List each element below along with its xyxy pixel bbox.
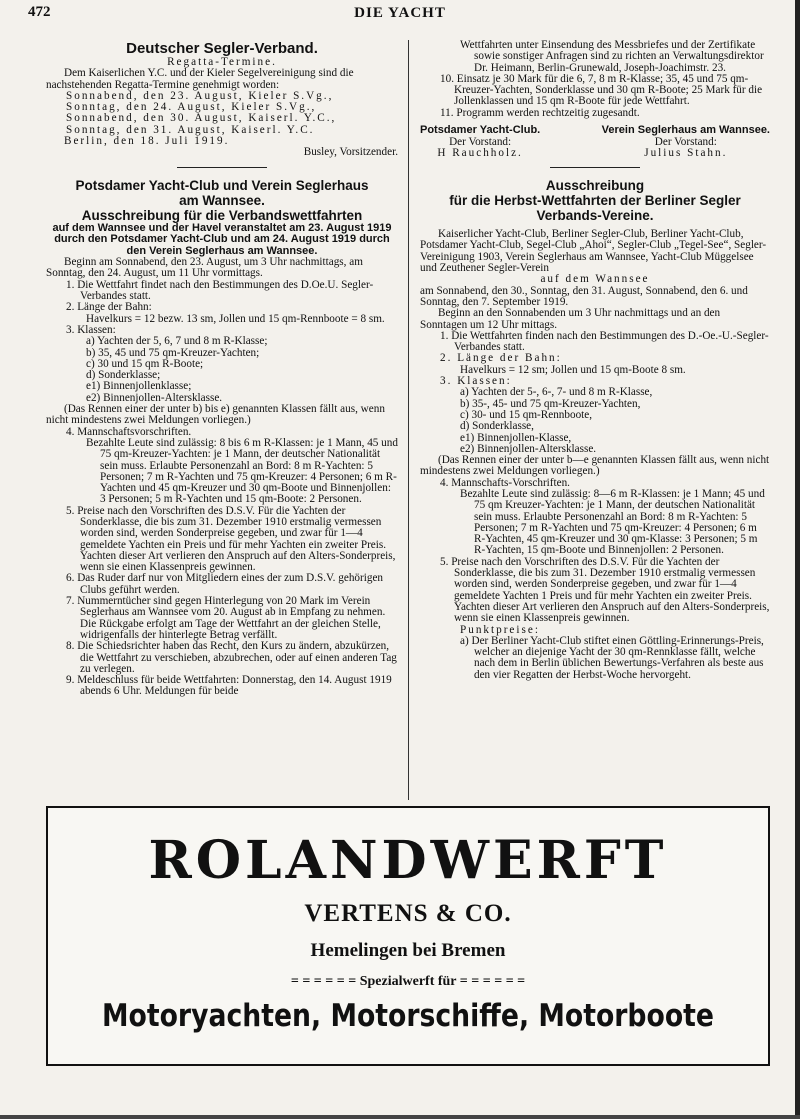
- herbst-title-3: Verbands-Vereine.: [536, 208, 654, 224]
- herbst-punktpreise: Punktpreise:: [460, 623, 540, 636]
- dsv-date: Sonntag, den 24. August, Kieler S.Vg.,: [66, 101, 317, 114]
- pyc-item-detail: Havelkurs = 12 bezw. 13 sm, Jollen und 15 qm-Rennboote = 8 sm.: [86, 312, 385, 325]
- herbst-item-detail: Havelkurs = 12 sm; Jollen und 15 qm-Boote 8 sm.: [460, 363, 686, 376]
- pyc-item: 8. Die Schiedsrichter haben das Recht, den Kurs zu ändern, abzukürzen, die Wettfahrt zu verschieben, abzubrechen, oder auf einen anderen Tag zu verlegen.: [66, 640, 397, 675]
- pyc-class: b) 35, 45 und 75 qm-Kreuzer-Yachten;: [86, 346, 260, 359]
- advertisement: [46, 806, 770, 1066]
- signature-org: Potsdamer Yacht-Club.: [420, 124, 541, 137]
- pyc-item-detail: Bezahlte Leute sind zulässig: 8 bis 6 m R-Klassen: je 1 Mann, 45 und 75 qm-Kreuzer-Yachten: je 1 Mann, der deutscher Nationalität sein muss. Erlaubte Personenzahl an Bord: 8 m R-Yachten: 5 Personen; 7 m R-Yachten und 75 qm-Kreuzer: 4 Personen; 6 m R-Yachten und 45 qm-Kreuzer und 30 qm-Boote und Binnenjollen: 3 Personen; 5 m R-Yachten und 15 qm-Boote: 2 Personen.: [86, 436, 398, 506]
- signature-role: Der Vorstand:: [654, 135, 717, 148]
- pyc-item: 7. Nummerntücher sind gegen Hinterlegung von 20 Mark im Verein Seglerhaus am Wannsee vom 20. August ab in Empfang zu nehmen. Die Rückgabe erfolgt am Tage der Wettfahrt an der gleichen Stelle, widrigenfalls der hinterlegte Betrag verfällt.: [66, 595, 386, 641]
- right-column: [420, 40, 770, 681]
- pyc-class: d) Sonderklasse;: [86, 369, 161, 382]
- herbst-start: Beginn an den Sonnabenden um 3 Uhr nachmittags und an den Sonntagen um 12 Uhr mittags.: [420, 307, 721, 331]
- signature-name: H Rauchholz.: [437, 146, 523, 159]
- left-column: [46, 40, 398, 698]
- ad-rule-left: = = = = = =: [290, 974, 360, 989]
- pyc-item: 9. Meldeschluss für beide Wettfahrten: Donnerstag, den 14. August 1919 abends 6 Uhr. Meldungen für beide: [66, 674, 392, 698]
- ad-company: VERTENS & CO.: [304, 900, 512, 927]
- pyc-signatures: [420, 125, 770, 159]
- pyc-item: 1. Die Wettfahrt findet nach den Bestimmungen des D.Oe.U. Segler-Verbandes statt.: [66, 278, 374, 303]
- pyc-item: 2. Länge der Bahn:: [66, 301, 152, 314]
- pyc-class: c) 30 und 15 qm R-Boote;: [86, 357, 204, 370]
- page-number: 472: [28, 4, 51, 20]
- section-rule: [177, 167, 267, 168]
- pyc-heading: Ausschreibung für die Verbandswettfahrten: [81, 207, 363, 223]
- herbst-title-2: für die Herbst-Wettfahrten der Berliner Segler: [449, 193, 741, 209]
- herbst-dates: am Sonnabend, den 30., Sonntag, den 31. August, Sonnabend, den 6. und Sonntag, den 7. September 1919.: [420, 284, 748, 308]
- pyc-item: 3. Klassen:: [66, 323, 116, 336]
- scan-edge-right: [795, 0, 800, 1119]
- pyc-item: 5. Preise nach den Vorschriften des D.S.V. Für die Yachten der Sonderklasse, die bis zum 31. Dezember 1910 erstmalig vermessen worden sind, werden Sonderpreise gegeben, und zwar für 1—4 gemeldete Yachten ein Preis und für mehr Yachten ein zweiter Preis. Yachten dieser Art verlieren den Anspruch auf den Alters-Sonderpreis, wenn sie einen Klassenpreis gewinnen.: [66, 504, 396, 574]
- herbst-place: auf dem Wannsee: [540, 273, 650, 286]
- pyc-note: (Das Rennen einer der unter b) bis e) genannten Klassen fällt aus, wenn nicht mindestens zwei Meldungen vorliegen.): [46, 403, 385, 427]
- herbst-class: d) Sonderklasse,: [460, 420, 534, 433]
- pyc-class: e1) Binnenjollenklasse;: [86, 380, 192, 393]
- herbst-item-detail: Bezahlte Leute sind zulässig: 8—6 m R-Klassen: je 1 Mann; 45 und 75 qm Kreuzer-Yachten: je 1 Mann, der deutschen Nationalität sein muss. Erlaubte Personenzahl an Bord: 8 m R-Yachten: 5 Personen; 7 m R-Yachten und 75 qm-Kreuzer: 4 Personen; 6 m R-Yachten, 45 qm-Kreuzer und 30 qm-Klasse: 3 Personen; 5 m R-Yachten, 15 qm-Boote und Binnenjollen: 2 Personen.: [460, 488, 765, 557]
- herbst-class: c) 30- und 15 qm-Rennboote,: [460, 408, 593, 421]
- signature-role: Der Vorstand:: [449, 135, 512, 148]
- ad-special: [48, 974, 768, 990]
- pyc-title-2: am Wannsee.: [179, 192, 265, 208]
- ad-brand: ROLANDWERFT: [148, 830, 668, 891]
- herbst-class: e1) Binnenjollen-Klasse,: [460, 431, 572, 444]
- herbst-item: 4. Mannschafts-Vorschriften.: [440, 476, 570, 489]
- dsv-subtitle: Regatta-Termine.: [167, 56, 277, 68]
- dsv-date: Sonnabend, den 30. August, Kaiserl. Y.C.,: [66, 112, 337, 125]
- pyc-title: Potsdamer Yacht-Club und Verein Seglerhaus: [75, 177, 369, 193]
- scan-edge-bottom: [0, 1115, 800, 1119]
- pyc-item: 10. Einsatz je 30 Mark für die 6, 7, 8 m R-Klasse; 35, 45 und 75 qm-Kreuzer-Yachten, Sonderklasse und 30 qm R-Boote; 25 Mark für die Jollenklassen und 15 qm R-Boote für jede Wettfahrt.: [440, 72, 763, 108]
- dsv-date: Sonntag, den 31. August, Kaiserl. Y.C.: [66, 123, 315, 136]
- pyc-item: 4. Mannschaftsvorschriften.: [66, 425, 192, 438]
- ad-location: Hemelingen bei Bremen: [310, 940, 506, 961]
- running-title: DIE YACHT: [354, 5, 446, 21]
- signature-name: Julius Stahn.: [644, 146, 728, 159]
- signature-right: [602, 125, 770, 159]
- section-rule: [550, 167, 640, 168]
- pyc-item: 11. Programm werden rechtzeitig zugesandt.: [440, 106, 640, 119]
- pyc-continuation: Wettfahrten unter Einsendung des Messbriefes und der Zertifikate sowie sonstiger Anfragen sind zu richten an Verwaltungsdirektor Dr. Heimann, Berlin-Grunewald, Joseph-Joachimstr. 23.: [460, 39, 764, 74]
- herbst-title: Ausschreibung: [545, 178, 645, 194]
- dsv-title: Deutscher Segler-Verband.: [126, 40, 318, 57]
- herbst-class: a) Yachten der 5-, 6-, 7- und 8 m R-Klasse,: [460, 386, 653, 399]
- herbst-class: b) 35-, 45- und 75 qm-Kreuzer-Yachten,: [460, 397, 641, 410]
- herbst-intro: Kaiserlicher Yacht-Club, Berliner Segler-Club, Berliner Yacht-Club, Potsdamer Yacht-Club, Segel-Club „Ahoi“, Segler-Club „Tegel-See“, Segler-Vereinigung 1903, Verein Seglerhaus am Wannsee, Yacht-Club Müggelsee und Zeuthener Segler-Verein: [420, 228, 767, 275]
- herbst-item: 3. Klassen:: [440, 375, 512, 388]
- signature-org: Verein Seglerhaus am Wannsee.: [601, 124, 770, 137]
- herbst-item: 2. Länge der Bahn:: [440, 352, 562, 365]
- dsv-date: Sonnabend, den 23. August, Kieler S.Vg.,: [66, 89, 334, 102]
- herbst-item: 5. Preise nach den Vorschriften des D.S.V. Für die Yachten der Sonderklasse, die bis zum 31. Dezember 1910 erstmalig vermessen worden sind, werden Sonderpreise gegeben, und zwar für 1—4 gemeldete Yachten 1 Preis und für mehr Yachten ein zweiter Preis. Yachten dieser Art verlieren den Anspruch auf den Alters-Sonderpreis, wenn sie einen Klassenpreis gewinnen.: [440, 555, 770, 625]
- pyc-intro: Beginn am Sonnabend, den 23. August, um 3 Uhr nachmittags, am Sonntag, den 24. August, um 11 Uhr vormittags.: [46, 256, 363, 280]
- ad-rule-right: = = = = = =: [456, 974, 526, 989]
- herbst-item: 1. Die Wettfahrten finden nach den Bestimmungen des D.-Oe.-U.-Segler-Verbandes statt.: [440, 329, 769, 354]
- dsv-signature: Busley, Vorsitzender.: [303, 146, 398, 159]
- herbst-punktpreis-a: a) Der Berliner Yacht-Club stiftet einen Göttling-Erinnerungs-Preis, welcher an diejenige Yacht der 30 qm-Rennklasse fällt, welche nach dem in Berlin üblichen Bewertungs-Verfahren als beste aus den vier Regatten der Herbst-Woche hervorgeht.: [460, 634, 764, 681]
- ad-products: Motoryachten, Motorschiffe, Motorboote: [102, 998, 714, 1034]
- page-header: [0, 4, 800, 26]
- pyc-subheading: auf dem Wannsee und der Havel veranstaltet am 23. August 1919 durch den Potsdamer Yacht-Club und am 24. August 1919 durch den Verein Seglerhaus am Wannsee.: [52, 221, 392, 257]
- dsv-place-date: Berlin, den 18. Juli 1919.: [64, 135, 230, 148]
- column-divider: [408, 40, 409, 800]
- pyc-class: e2) Binnenjollen-Altersklasse.: [86, 391, 223, 404]
- pyc-item: 6. Das Ruder darf nur von Mitgliedern eines der zum D.S.V. gehörigen Clubs geführt werden.: [66, 572, 384, 596]
- herbst-note: (Das Rennen einer der unter b—e genannten Klassen fällt aus, wenn nicht mindestens zwei Meldungen vorliegen.): [420, 454, 770, 478]
- signature-left: [420, 125, 540, 159]
- pyc-class: a) Yachten der 5, 6, 7 und 8 m R-Klasse;: [86, 335, 268, 348]
- herbst-class: e2) Binnenjollen-Altersklasse.: [460, 442, 597, 455]
- ad-special-text: Spezialwerft für: [359, 974, 457, 989]
- dsv-intro: Dem Kaiserlichen Y.C. und der Kieler Segelvereinigung sind die nachstehenden Regatta-Termine genehmigt worden:: [46, 67, 354, 91]
